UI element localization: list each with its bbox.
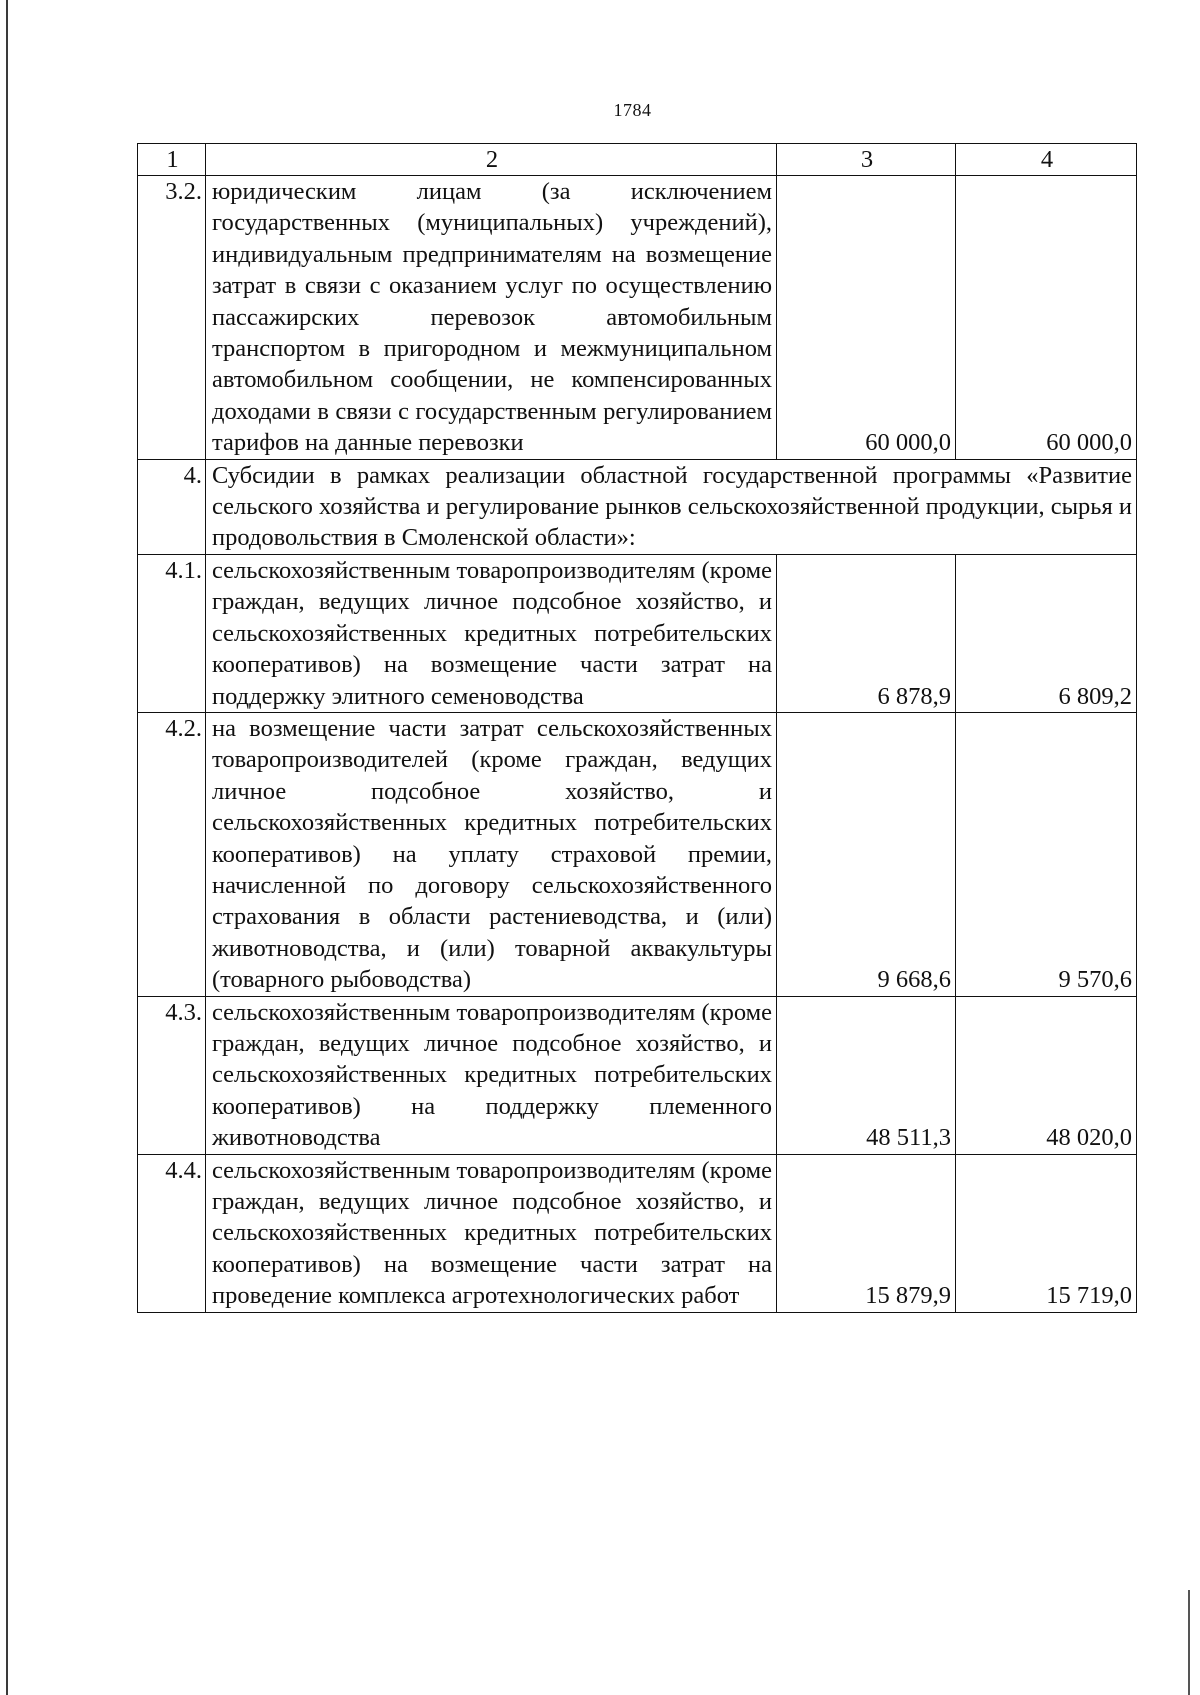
- row-description: на возмещение части затрат сельскохозяйственных товаропроизводителей (кроме граждан, ведущих личное подсобное хозяйство, и сельскохозяйственных кредитных потребительских кооперативов) на уплату страховой премии, начисленной по договору сельскохозяйственного страхования в области растениеводства, и (или) животноводства, и (или) товарной аквакультуры (товарного рыбоводства): [206, 712, 777, 996]
- table-row-3-2: [138, 176, 1137, 460]
- row-value-col-4: 60 000,0: [956, 176, 1137, 460]
- scan-edge-left: [6, 0, 8, 1695]
- row-description: сельскохозяйственным товаропроизводителям (кроме граждан, ведущих личное подсобное хозяйство, и сельскохозяйственных кредитных потребительских кооперативов) на поддержку племенного животноводства: [206, 996, 777, 1154]
- row-number: 3.2.: [138, 176, 206, 460]
- row-description: сельскохозяйственным товаропроизводителям (кроме граждан, ведущих личное подсобное хозяйство, и сельскохозяйственных кредитных потребительских кооперативов) на возмещение части затрат на поддержку элитного семеноводства: [206, 554, 777, 712]
- table-header-row: [138, 144, 1137, 176]
- header-col-1: 1: [138, 144, 206, 176]
- header-col-4: 4: [956, 144, 1137, 176]
- table-row-4-4: [138, 1154, 1137, 1312]
- row-number: 4.4.: [138, 1154, 206, 1312]
- row-value-col-4: 48 020,0: [956, 996, 1137, 1154]
- section-heading: Субсидии в рамках реализации областной государственной программы «Развитие сельского хозяйства и регулирование рынков сельскохозяйственной продукции, сырья и продовольствия в Смоленской области»:: [206, 459, 1137, 554]
- table-row-4-section: [138, 459, 1137, 554]
- row-value-col-3: 9 668,6: [777, 712, 956, 996]
- row-value-col-3: 60 000,0: [777, 176, 956, 460]
- scan-edge-right: [1188, 1590, 1190, 1695]
- row-value-col-3: 6 878,9: [777, 554, 956, 712]
- table-row-4-2: [138, 712, 1137, 996]
- table-row-4-3: [138, 996, 1137, 1154]
- row-number: 4.2.: [138, 712, 206, 996]
- row-value-col-3: 15 879,9: [777, 1154, 956, 1312]
- row-description: сельскохозяйственным товаропроизводителям (кроме граждан, ведущих личное подсобное хозяйство, и сельскохозяйственных кредитных потребительских кооперативов) на возмещение части затрат на проведение комплекса агротехнологических работ: [206, 1154, 777, 1312]
- budget-table: [137, 143, 1137, 1313]
- row-value-col-4: 6 809,2: [956, 554, 1137, 712]
- header-col-2: 2: [206, 144, 777, 176]
- row-description: юридическим лицам (за исключением государственных (муниципальных) учреждений), индивидуальным предпринимателям на возмещение затрат в связи с оказанием услуг по осуществлению пассажирских перевозок автомобильным транспортом в пригородном и межмуниципальном автомобильном сообщении, не компенсированных доходами в связи с государственным регулированием тарифов на данные перевозки: [206, 176, 777, 460]
- row-value-col-4: 15 719,0: [956, 1154, 1137, 1312]
- row-number: 4.: [138, 459, 206, 554]
- header-col-3: 3: [777, 144, 956, 176]
- row-value-col-3: 48 511,3: [777, 996, 956, 1154]
- table-row-4-1: [138, 554, 1137, 712]
- row-number: 4.3.: [138, 996, 206, 1154]
- page-number: 1784: [613, 100, 652, 120]
- row-value-col-4: 9 570,6: [956, 712, 1137, 996]
- row-number: 4.1.: [138, 554, 206, 712]
